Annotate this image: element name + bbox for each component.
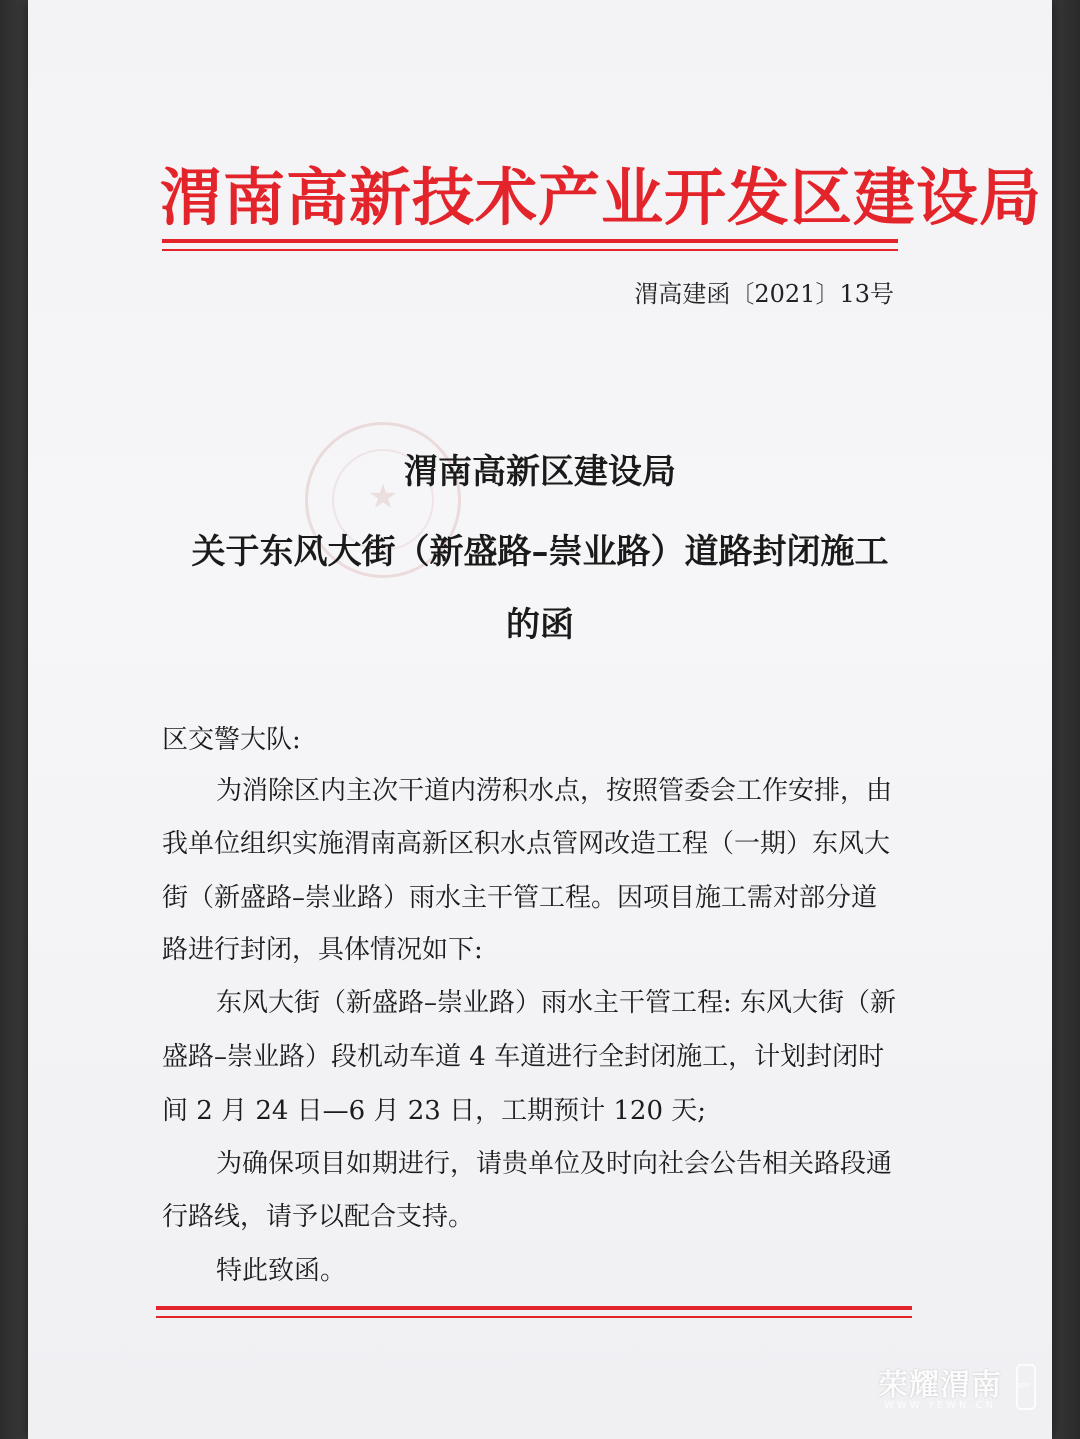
body-line: 间 2 月 24 日—6 月 23 日，工期预计 120 天; (162, 1096, 707, 1126)
watermark-app-label: APP (1016, 1382, 1030, 1390)
addressee: 区交警大队: (162, 725, 301, 755)
seal-star-icon: ★ (367, 477, 399, 517)
footer-red-rule-thick (156, 1306, 912, 1310)
subject-title-end: 的函 (506, 605, 574, 645)
watermark-url: WWW.YEWN.CN (884, 1400, 997, 1411)
body-line: 东风大街（新盛路–崇业路）雨水主干管工程: 东风大街（新 (216, 988, 897, 1018)
subject-issuer: 渭南高新区建设局 (404, 452, 676, 492)
body-line: 为确保项目如期进行，请贵单位及时向社会公告相关路段通 (216, 1149, 893, 1179)
footer-red-rule-thin (156, 1316, 912, 1318)
body-line: 行路线，请予以配合支持。 (162, 1202, 475, 1232)
watermark-logo (878, 1360, 1048, 1420)
body-line: 盛路–崇业路）段机动车道 4 车道进行全封闭施工，计划封闭时 (162, 1042, 885, 1072)
closing-line: 特此致函。 (216, 1256, 347, 1286)
letterhead-red-rule-thick (162, 239, 898, 243)
body-line: 路进行封闭，具体情况如下: (162, 935, 483, 965)
document-number: 渭高建函〔2021〕13号 (634, 280, 894, 308)
subject-title: 关于东风大街（新盛路–崇业路）道路封闭施工 (191, 532, 889, 572)
body-line: 为消除区内主次干道内涝积水点，按照管委会工作安排，由 (216, 776, 893, 806)
body-line: 我单位组织实施渭南高新区积水点管网改造工程（一期）东风大 (162, 829, 891, 859)
watermark-brand: 荣耀渭南 (878, 1368, 1002, 1403)
letterhead-title: 渭南高新技术产业开发区建设局 (160, 161, 1043, 234)
phone-app-icon (1016, 1364, 1036, 1410)
letterhead-red-rule-thin (162, 249, 898, 251)
body-line: 街（新盛路–崇业路）雨水主干管工程。因项目施工需对部分道 (162, 883, 878, 913)
